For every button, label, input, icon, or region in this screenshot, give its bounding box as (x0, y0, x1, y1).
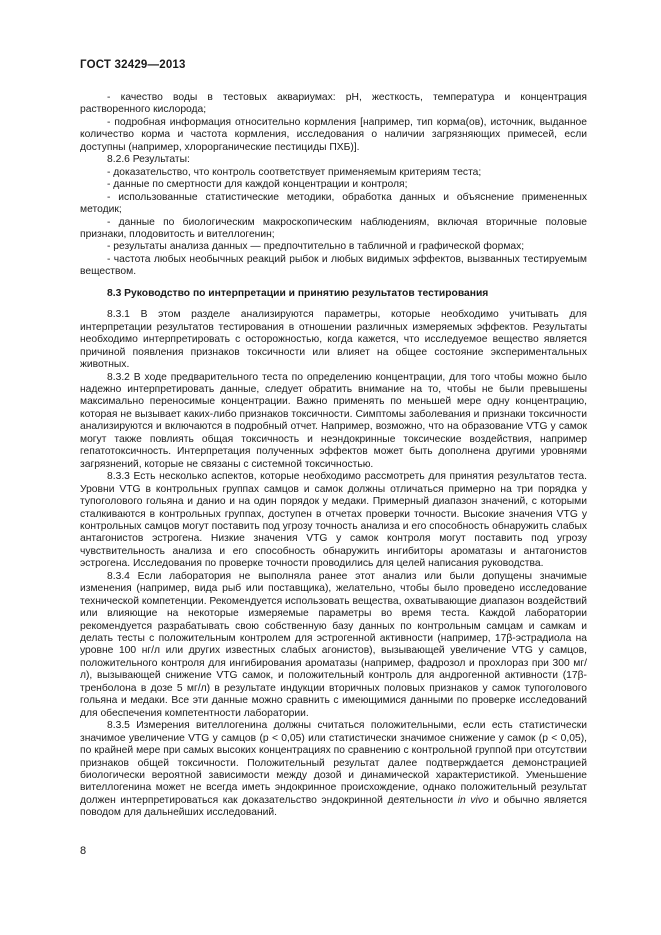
paragraph (80, 720, 587, 820)
paragraph: 8.3.2 В ходе предварительного теста по определению концентрации, для того чтобы можно было надежно интерпретировать данные, следует обратить внимание на то, чтобы не были превышены максимально переносимые концентрации. Важно применять по меньшей мере одну концентрацию, которая не вызывает каких-либо признаков токсичности. Симптомы заболевания и признаки токсичности анализируются и включаются в подробный отчет. Например, возможно, что на образование VTG у самок могут также повлиять общая токсичность и неэндокринные токсические воздействия, например гепатотоксичность. Интерпретация полученных эффектов может быть дополнена другими уровнями загрязнений, которые не связаны с системной токсичностью. (80, 371, 587, 470)
paragraph: - подробная информация относительно кормления [например, тип корма(ов), источник, выданное количество корма и частота кормления, исследования о наличии загрязняющих примесей, если доступны (например, хлорорганические пестициды ПХБ)]. (80, 116, 587, 153)
paragraph: 8.3.3 Есть несколько аспектов, которые необходимо рассмотреть для принятия результатов теста. Уровни VTG в контрольных группах самцов и самок должны отличаться примерно на три порядка у тупоголового гольяна и данио и на один порядок у медаки. Примерный диапазон значений, с которыми сталкиваются в контрольных группах, доступен в отчетах проверки точности. Высокие значения VTG у контрольных самцов могут поставить под угрозу точность анализа и его способность обнаружить слабых антагонистов эстрогена. Низкие значения VTG у самок контроля могут поставить под угрозу чувствительность анализа и его способность обнаружить ингибиторы ароматазы и антагонистов эстрогена. Исследования по проверке точности проводились для целей написания руководства. (80, 471, 587, 570)
document-header: ГОСТ 32429—2013 (80, 59, 186, 71)
italic-text: in vivo (457, 794, 489, 806)
paragraph: 8.3.4 Если лаборатория не выполняла ранее этот анализ или были допущены значимые изменения (например, вида рыб или поставщика), желательно, чтобы было проведено исследование технической компетенции. Рекомендуется использовать вещества, охватывающие диапазон воздействий или влияющие на некоторые измеряемые параметры во время теста. Каждой лаборатории рекомендуется разрабатывать свою собственную базу данных по контрольным самцам и самкам и делать тесты с положительным контролем для эстрогенной активности (например, 17β-эстрадиола на уровне 100 нг/л или других известных слабых агонистов), вызывающей увеличение VTG у самцов, положительного контроля для ингибирования ароматазы (например, фадрозол и прохлораз при 300 мг/л), вызывающей снижение VTG самок, и положительный контроль для андрогенной активности (17β-тренболона в дозе 5 мг/л) в результате индукции вторичных половых признаков у самок тупоголового гольяна и медаки. Все эти данные можно сравнить с имеющимися данными по проверке исследований для обеспечения компетентности лаборатории. (80, 570, 587, 719)
paragraph: - результаты анализа данных — предпочтительно в табличной и графической формах; (107, 241, 525, 253)
paragraph: 8.3.1 В этом разделе анализируются параметры, которые необходимо учитывать для интерпретации результатов тестирования в отношении различных измеряемых эффектов. Результаты необходимо интерпретировать с осторожностью, когда кажется, что исследуемое вещество является причиной появления признаков токсичности или влияет на общее состояние экспериментальных животных. (80, 309, 587, 371)
paragraph: - доказательство, что контроль соответствует применяемым критериям теста; (107, 166, 482, 178)
text-run: 8.3.5 Измерения вителлогенина должны считаться положительными, если есть статистически значимое увеличение VTG у самцов (р < 0,05) или статистически значимое снижение у самок (р < 0,05), по крайней мере при самых высоких концентрациях по сравнению с контрольной группой при отсутствии признаков общей токсичности. Положительный результат далее подтверждается демонстрацией биологически вероятной зависимости между дозой и динамической характеристикой. Уменьшение вителлогенина может не всегда иметь эндокринное происхождение, однако положительный результат должен интерпретироваться как доказательство эндокринной деятельности (80, 720, 587, 806)
paragraph: - данные по биологическим макроскопическим наблюдениям, включая вторичные половые признаки, плодовитость и вителлогенин; (80, 216, 587, 240)
paragraph: - использованные статистические методики, обработка данных и объяснение примененных методик; (80, 191, 587, 216)
paragraph: - данные по смертности для каждой концентрации и контроля; (107, 179, 408, 191)
paragraph: - качество воды в тестовых аквариумах: pH, жесткость, температура и концентрация растворенного кислорода; (80, 92, 587, 116)
document-body (80, 92, 587, 820)
paragraph: 8.2.6 Результаты: (107, 154, 190, 166)
page-number: 8 (80, 845, 87, 857)
section-heading: 8.3 Руководство по интерпретации и принятию результатов тестирования (107, 287, 489, 299)
text-run: и обычно является поводом для дальнейших исследований. (80, 794, 588, 819)
paragraph: - частота любых необычных реакций рыбок и любых видимых эффектов, вызванных тестируемым веществом. (80, 253, 587, 278)
